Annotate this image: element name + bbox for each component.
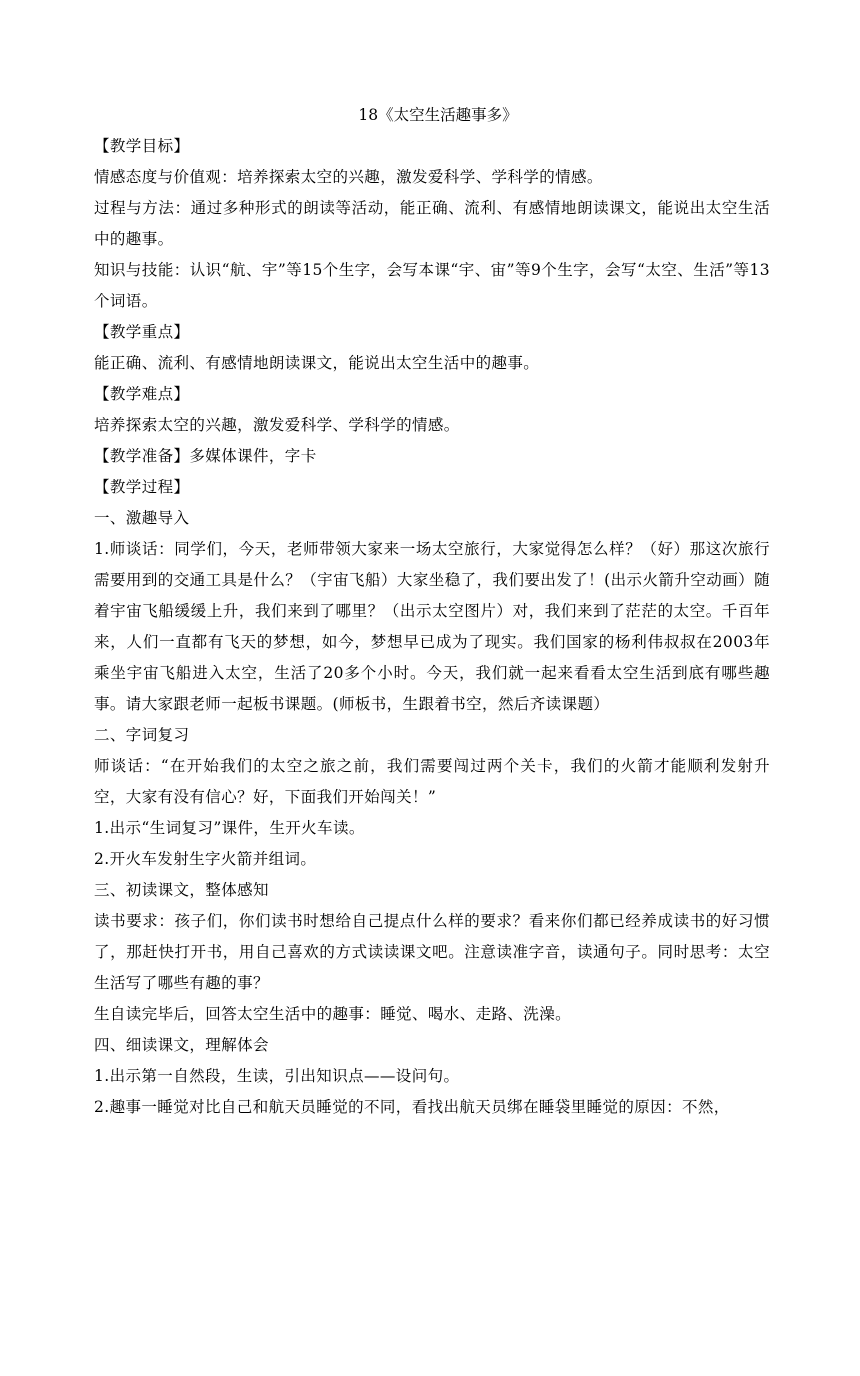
paragraph: 【教学难点】	[94, 385, 190, 403]
paragraph: 二、字词复习	[94, 726, 190, 744]
paragraph: 2.趣事一睡觉对比自己和航天员睡觉的不同，看找出航天员绑在睡袋里睡觉的原因：不然，	[94, 1098, 730, 1116]
paragraph: 一、激趣导入	[94, 509, 190, 527]
paragraph: 【教学重点】	[94, 323, 190, 341]
paragraph: 1.出示“生词复习”课件，生开火车读。	[94, 819, 365, 837]
paragraph: 过程与方法：通过多种形式的朗读等活动，能正确、流利、有感情地朗读课文，能说出太空生活中的趣事。	[94, 199, 770, 248]
paragraph: 【教学目标】	[94, 137, 190, 155]
paragraph: 1.师谈话：同学们，今天，老师带领大家来一场太空旅行，大家觉得怎么样？（好）那这次旅行需要用到的交通工具是什么？（宇宙飞船）大家坐稳了，我们要出发了！(出示火箭升空动画）随着宇宙飞船缓缓上升，我们来到了哪里？（出示太空图片）对，我们来到了茫茫的太空。千百年来，人们一直都有飞天的梦想，如今，梦想早已成为了现实。我们国家的杨利伟叔叔在2003年乘坐宇宙飞船进入太空，生活了20多个小时。今天，我们就一起来看看太空生活到底有哪些趣事。请大家跟老师一起板书课题。(师板书，生跟着书空，然后齐读课题）	[94, 540, 770, 713]
document-title: 18《太空生活趣事多》	[358, 106, 518, 124]
paragraph-list	[94, 131, 770, 1123]
paragraph: 四、细读课文，理解体会	[94, 1036, 269, 1054]
paragraph: 1.出示第一自然段，生读，引出知识点——设问句。	[94, 1067, 460, 1085]
document-body	[94, 100, 770, 1123]
paragraph: 知识与技能：认识“航、宇”等15个生字，会写本课“宇、宙”等9个生字，会写“太空、生活”等13个词语。	[94, 261, 770, 310]
paragraph: 情感态度与价值观：培养探索太空的兴趣，激发爱科学、学科学的情感。	[94, 168, 603, 186]
paragraph: 读书要求：孩子们，你们读书时想给自己提点什么样的要求？看来你们都已经养成读书的好习惯了，那赶快打开书，用自己喜欢的方式读读课文吧。注意读准字音，读通句子。同时思考：太空生活写了哪些有趣的事？	[94, 912, 770, 992]
paragraph: 三、初读课文，整体感知	[94, 881, 269, 899]
paragraph: 【教学准备】多媒体课件，字卡	[94, 447, 317, 465]
paragraph: 生自读完毕后，回答太空生活中的趣事：睡觉、喝水、走路、洗澡。	[94, 1005, 572, 1023]
paragraph: 能正确、流利、有感情地朗读课文，能说出太空生活中的趣事。	[94, 354, 540, 372]
paragraph: 培养探索太空的兴趣，激发爱科学、学科学的情感。	[94, 416, 460, 434]
paragraph: 师谈话：“在开始我们的太空之旅之前，我们需要闯过两个关卡，我们的火箭才能顺利发射升空，大家有没有信心？好，下面我们开始闯关！”	[94, 757, 770, 806]
paragraph: 【教学过程】	[94, 478, 190, 496]
paragraph: 2.开火车发射生字火箭并组词。	[94, 850, 317, 868]
